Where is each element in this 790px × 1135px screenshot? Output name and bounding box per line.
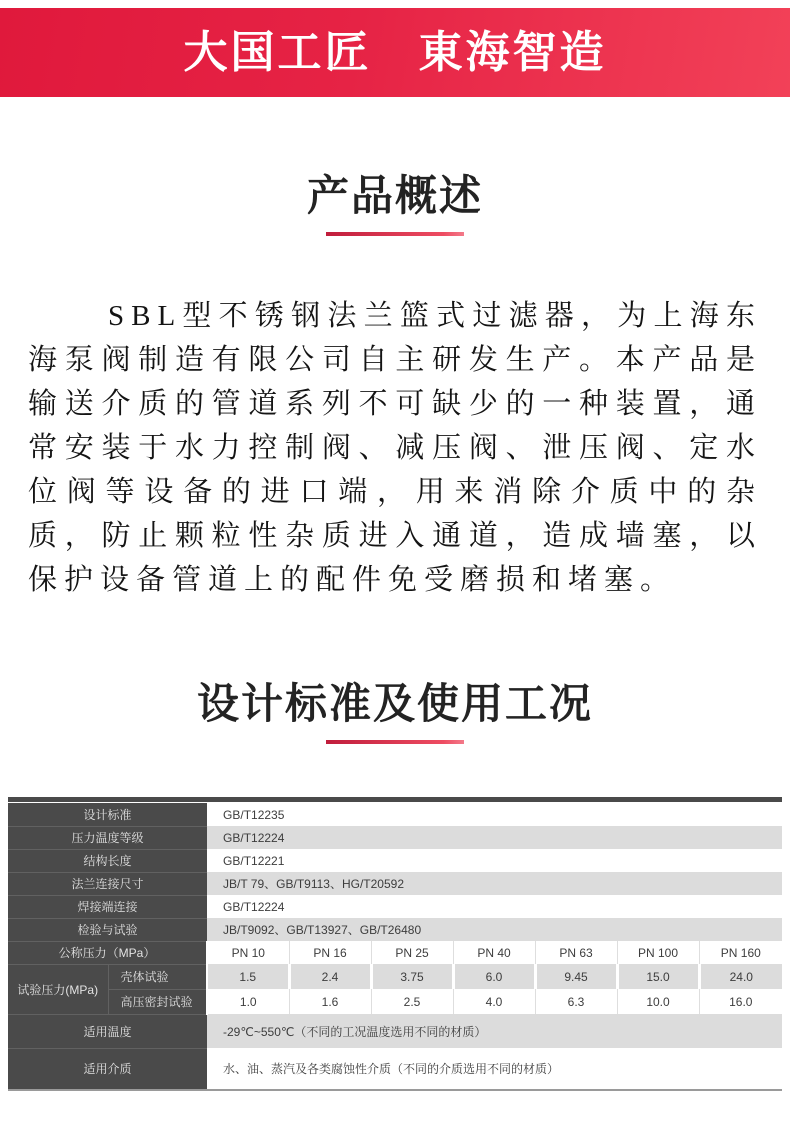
test-value: 6.3	[535, 989, 617, 1014]
spec-value: -29℃~550℃（不同的工况温度选用不同的材质）	[207, 1014, 782, 1048]
table-row	[8, 826, 782, 849]
spec-value: GB/T12224	[207, 895, 782, 918]
test-pressure-group-label: 试验压力(MPa)	[8, 964, 108, 1014]
table-row	[8, 1014, 782, 1048]
spec-value: JB/T9092、GB/T13927、GB/T26480	[207, 918, 782, 941]
test-value: 2.4	[289, 964, 371, 989]
pn-column-header: PN 40	[453, 941, 535, 964]
test-value: 9.45	[535, 964, 617, 989]
table-row	[8, 872, 782, 895]
table-row	[8, 1048, 782, 1090]
spec-label: 结构长度	[8, 849, 207, 872]
spec-label: 适用温度	[8, 1014, 207, 1048]
table-row	[8, 895, 782, 918]
test-value: 15.0	[617, 964, 699, 989]
spec-value: GB/T12235	[207, 803, 782, 826]
spec-value: GB/T12224	[207, 826, 782, 849]
table-row-nominal-pressure	[8, 941, 782, 964]
test-row-label: 壳体试验	[108, 964, 207, 989]
specs-title-underline	[326, 740, 464, 744]
spec-value: 水、油、蒸汽及各类腐蚀性介质（不同的介质选用不同的材质）	[207, 1048, 782, 1090]
spec-label: 适用介质	[8, 1048, 207, 1090]
test-value: 16.0	[699, 989, 782, 1014]
test-row-label: 高压密封试验	[108, 989, 207, 1014]
spec-label: 设计标准	[8, 803, 207, 826]
pn-column-header: PN 100	[617, 941, 699, 964]
brand-banner-text: 大国工匠 東海智造	[183, 27, 607, 77]
overview-paragraph: SBL型不锈钢法兰篮式过滤器，为上海东海泵阀制造有限公司自主研发生产。本产品是输送介质的管道系列不可缺少的一种装置，通常安装于水力控制阀、减压阀、泄压阀、定水位阀等设备的进口端，用来消除介质中的杂质，防止颗粒性杂质进入通道，造成墙塞，以保护设备管道上的配件免受磨损和堵塞。	[28, 300, 762, 596]
table-row	[8, 849, 782, 872]
pn-column-header: PN 10	[207, 941, 289, 964]
section-overview	[0, 172, 790, 602]
spec-value: JB/T 79、GB/T9113、HG/T20592	[207, 872, 782, 895]
pn-column-header: PN 16	[289, 941, 371, 964]
test-value: 1.0	[207, 989, 289, 1014]
section-specs	[0, 680, 790, 1091]
test-value: 24.0	[699, 964, 782, 989]
table-row-shell-test	[8, 964, 782, 989]
table-row-seal-test	[8, 989, 782, 1014]
spec-label: 检验与试验	[8, 918, 207, 941]
overview-title-underline	[326, 232, 464, 236]
overview-title: 产品概述	[306, 172, 483, 219]
specs-title: 设计标准及使用工况	[196, 680, 593, 727]
pn-column-header: PN 25	[371, 941, 453, 964]
spec-table	[8, 797, 782, 1091]
test-value: 4.0	[453, 989, 535, 1014]
test-value: 6.0	[453, 964, 535, 989]
pn-column-header: PN 160	[699, 941, 782, 964]
spec-label: 公称压力（MPa）	[8, 941, 207, 964]
test-value: 3.75	[371, 964, 453, 989]
spec-label: 焊接端连接	[8, 895, 207, 918]
test-value: 1.5	[207, 964, 289, 989]
test-value: 2.5	[371, 989, 453, 1014]
table-row	[8, 803, 782, 826]
table-row	[8, 918, 782, 941]
spec-table-top-bar	[8, 797, 782, 802]
test-value: 10.0	[617, 989, 699, 1014]
pn-column-header: PN 63	[535, 941, 617, 964]
brand-banner	[0, 8, 790, 97]
spec-label: 压力温度等级	[8, 826, 207, 849]
spec-label: 法兰连接尺寸	[8, 872, 207, 895]
spec-value: GB/T12221	[207, 849, 782, 872]
test-value: 1.6	[289, 989, 371, 1014]
